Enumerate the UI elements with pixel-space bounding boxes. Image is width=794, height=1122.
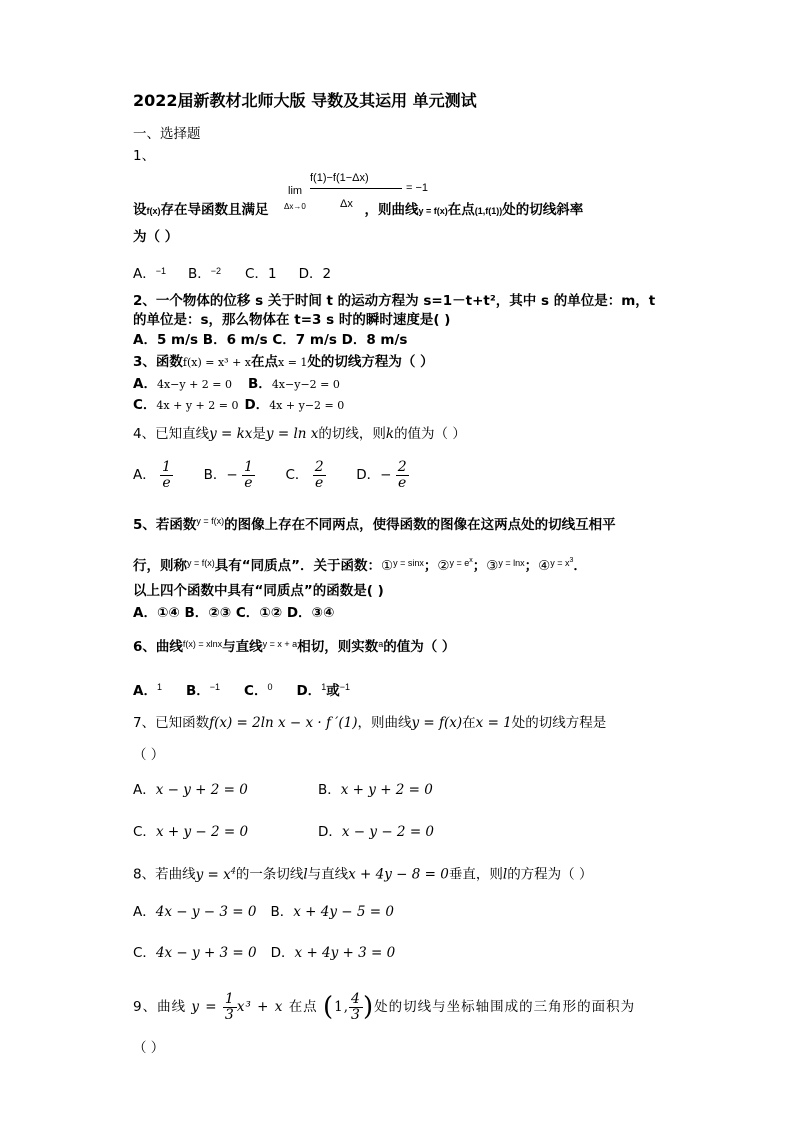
q8-options-row-1: A．4x − y − 3 = 0 B．x + 4y − 5 = 0	[133, 904, 394, 920]
q7-option-a: A．x − y + 2 = 0	[133, 782, 248, 798]
q3-option-d-value: 4x + y−2 = 0	[269, 399, 345, 412]
q4-option-a: A．	[133, 467, 156, 483]
q4-line-1: y = kx	[209, 426, 253, 442]
q9-paren: （ ）	[133, 1040, 165, 1056]
q8-option-c-value: 4x − y + 3 = 0	[155, 945, 257, 961]
q3-option-b: B．	[248, 376, 272, 392]
q6-options: A．$^1$ B．$^{-1}$ C．$^0$ D．$^1$或$^{-1}$	[133, 682, 350, 699]
q1-limit-numerator: f(1)−f(1−Δx)	[310, 172, 369, 184]
q5-function-3: y = lnx	[498, 558, 525, 568]
q4-option-c-fraction: $\frac{2}{e}$	[314, 458, 324, 491]
q4-option-a-fraction: $\frac{1}{e}$	[162, 458, 171, 491]
q3-function: f(x) = x³ + x	[182, 356, 252, 369]
q4-option-d-fraction: $\frac{2}{e}$	[397, 458, 407, 491]
q3-option-c: C．	[133, 397, 157, 413]
q4-option-b: B．	[203, 467, 227, 483]
q8-line: x + 4y − 8 = 0	[348, 866, 449, 883]
q8-option-a-value: 4x − y − 3 = 0	[155, 904, 257, 920]
section-heading: 一、选择题	[133, 126, 201, 142]
q3-text-b: 在点	[251, 354, 279, 370]
q1-option-c: C．1	[245, 266, 277, 282]
q5-line-3: 以上四个函数中具有“同质点”的函数是( )	[133, 583, 384, 599]
q4-stem	[133, 425, 466, 443]
q5-line-1: 5、若函数$^{y = f(x)}$的图像上存在不同两点，使得函数的图像在这两点处的切线互相平	[133, 516, 616, 533]
q4-option-c: C．	[285, 467, 309, 483]
q7-option-b: B．x + y + 2 = 0	[318, 782, 433, 798]
q7-option-c: C．x + y − 2 = 0	[133, 824, 249, 840]
q1-number: 1、	[133, 148, 156, 164]
q4-k: k	[385, 426, 395, 442]
q9-right-paren: )	[362, 992, 375, 1022]
q5-function-2: y = ex	[449, 557, 473, 568]
q4-text-b: 是	[252, 426, 266, 442]
q1-text-a: 设	[133, 202, 147, 218]
q6-a: a	[378, 639, 384, 649]
q9-coefficient-fraction: $\frac{1}{3}$	[224, 990, 235, 1023]
q1-limit-word: lim	[288, 185, 303, 197]
q4-text-a: 4、已知直线	[133, 426, 210, 442]
q1-limit-denominator: Δx	[340, 198, 353, 210]
q3-option-d: D．	[244, 397, 270, 413]
q8-option-b-value: x + 4y − 5 = 0	[293, 904, 394, 920]
q1-option-a-value: −1	[155, 266, 167, 276]
q1-text-d: 在点	[447, 202, 475, 218]
q3-stem	[133, 353, 434, 372]
q2-line-1: 2、一个物体的位移 s 关于时间 t 的运动方程为 s=1－t+t²，其中 s 的单位是：m，t	[133, 293, 656, 309]
q3-option-a-value: 4x−y + 2 = 0	[156, 378, 233, 391]
q1-point: (1,f(1))	[474, 206, 503, 216]
q2-options: A．5 m/s B．6 m/s C．7 m/s D．8 m/s	[133, 332, 408, 348]
q7-paren: （ ）	[133, 747, 165, 763]
q7-option-d: D．x − y − 2 = 0	[318, 824, 435, 840]
q1-option-d: D．2	[298, 266, 332, 282]
q4-option-d: D．	[356, 467, 381, 483]
q1-curve: y = f(x)	[418, 206, 448, 216]
q3-options-row-2	[133, 396, 344, 415]
q3-option-c-value: 4x + y + 2 = 0	[156, 399, 239, 412]
q7-stem: 7、已知函数f(x) = 2ln x − x · f ′(1)，则曲线y = f(x)在x = 1处的切线方程是	[133, 715, 607, 731]
q6-line: y = x + a	[262, 639, 298, 649]
q9-left-paren: (	[322, 992, 335, 1022]
q1-text-c: ，则曲线	[364, 202, 419, 218]
q1-options	[133, 262, 331, 283]
q4-text-c: 的切线，则	[318, 426, 386, 442]
q1-limit-rhs: = −1	[406, 182, 429, 194]
q5-line-2: 行，则称$^{y = f(x)}$具有“同质点”．关于函数：①$^{y = sinx}$；②$^{y = e^x}$；③$^{y = lnx}$；④$^{y = x^3}$．	[133, 557, 587, 574]
q4-option-b-fraction: $\frac{1}{e}$	[243, 458, 253, 491]
q3-point: x = 1	[278, 356, 308, 369]
q1-text-e: 处的切线斜率	[502, 202, 584, 218]
q8-stem: 8、若曲线$y = x^4$的一条切线l与直线x + 4y − 8 = 0垂直，则l的方程为（ ）	[133, 866, 593, 883]
q3-option-b-value: 4x−y−2 = 0	[271, 378, 340, 391]
q4-text-d: 的值为（ ）	[394, 426, 466, 442]
q8-curve: $y = x^4$	[195, 866, 236, 883]
q4-options: A． $\frac{1}{e}$ B．− $\frac{1}{e}$ C． $\frac{2}{e}$ D．− $\frac{2}{e}$	[133, 458, 407, 491]
q4-line-2: y = ln x	[265, 426, 319, 442]
q1-option-a: A．	[133, 266, 156, 282]
q5-function: y = f(x)	[196, 516, 225, 526]
q9-point-fraction: $\frac{4}{3}$	[351, 990, 361, 1023]
q1-option-b: B．	[188, 266, 211, 282]
q2-line-2: 的单位是：s，那么物体在 t=3 s 时的瞬时速度是( )	[133, 312, 451, 328]
q7-function: f(x) = 2ln x − x · f ′(1)	[209, 715, 358, 731]
q3-option-a: A．	[133, 376, 157, 392]
q8-option-d-value: x + 4y + 3 = 0	[294, 945, 396, 961]
q8-options-row-2: C．4x − y + 3 = 0 D．x + 4y + 3 = 0	[133, 945, 396, 961]
q3-options-row-1	[133, 375, 340, 394]
q1-fx: f(x)	[146, 206, 161, 216]
q1-limit-subscript: Δx→0	[284, 202, 306, 211]
q1-stem	[133, 201, 583, 220]
q1-text-b: 存在导函数且满足	[160, 202, 269, 218]
q1-fraction-bar	[310, 188, 402, 189]
page-title: 2022届新教材北师大版 导数及其运用 单元测试	[133, 91, 477, 110]
q1-option-b-value: −2	[210, 266, 222, 276]
q3-text-a: 3、函数	[133, 354, 183, 370]
q5-function-1: y = sinx	[393, 558, 424, 568]
q9-stem: 9、曲线 y = $\frac{1}{3}$ x³ + x 在点 (1, $\frac{4}{3}$ )处的切线与坐标轴围成的三角形的面积为	[133, 990, 636, 1023]
q5-function-4: y = x3	[550, 557, 574, 568]
q1-stem-end: 为（ ）	[133, 229, 179, 245]
q6-function: f(x) = xlnx	[182, 639, 223, 649]
q5-options: A．①④ B．②③ C．①② D．③④	[133, 605, 335, 621]
q6-stem: 6、曲线$^{f(x) = xlnx}$与直线$^{y = x + a}$相切，则实数$^a$的值为（ ）	[133, 639, 456, 655]
q3-text-c: 处的切线方程为（ ）	[307, 354, 434, 370]
